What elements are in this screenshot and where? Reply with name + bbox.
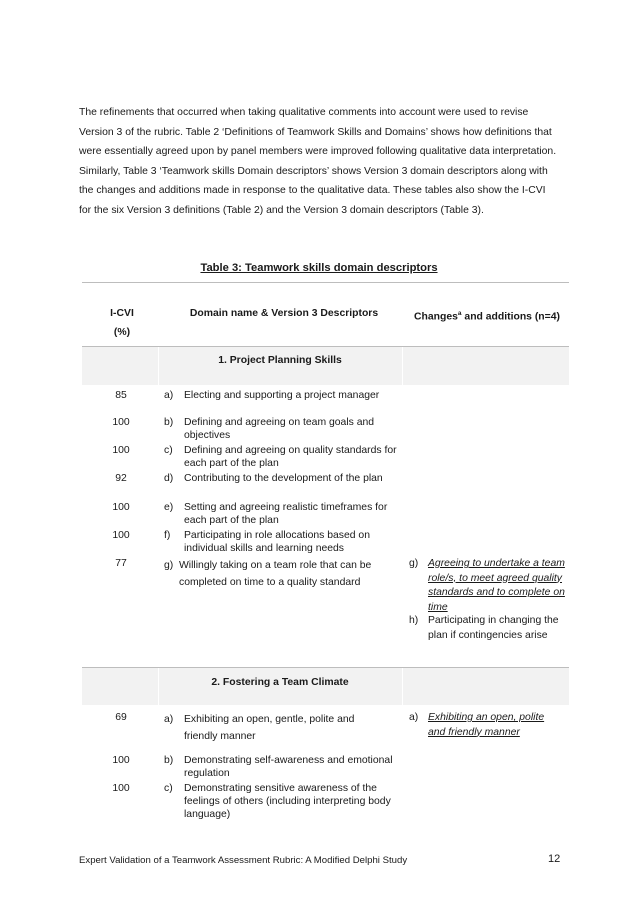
page-number: 12 <box>548 853 561 865</box>
descriptor-item: b) Demonstrating self-awareness and emotional regulation <box>164 755 393 779</box>
section-title: 2. Fostering a Team Climate <box>211 677 349 688</box>
change-item: a) Exhibiting an open, polite and friendly manner <box>409 712 545 738</box>
icvi-value: 100 <box>112 417 130 428</box>
table-caption: Table 3: Teamwork skills domain descriptors <box>200 262 438 274</box>
icvi-value: 100 <box>112 755 130 766</box>
icvi-value: 85 <box>115 390 127 401</box>
descriptor-item: c) Defining and agreeing on quality standards for each part of the plan <box>164 445 397 469</box>
change-item: g) Agreeing to undertake a team role/s, to meet agreed quality standards and to complete on time <box>409 558 565 613</box>
section-band <box>82 347 569 385</box>
icvi-value: 100 <box>112 530 130 541</box>
icvi-value: 69 <box>115 712 127 723</box>
change-item: h) Participating in changing the plan if contingencies arise <box>409 615 559 641</box>
icvi-value: 100 <box>112 445 130 456</box>
header-changes: Changes$^a$ and additions (n=4) <box>414 310 560 323</box>
icvi-value: 77 <box>115 558 127 569</box>
intro-paragraph: The refinements that occurred when taking qualitative comments into account were used to revise Version 3 of the rubric. Table 2 ‘Definitions of Teamwork Skills and Domains’ shows how definitions that were essentially agreed upon by panel members were improved following qualitative data interpretation. Similarly, Table 3 ‘Teamwork skills Domain descriptors’ shows Version 3 domain descriptors along with the changes and additions made in response to the qualitative data. These tables also show the I-CVI for the six Version 3 definitions (Table 2) and the Version 3 domain descriptors (Table 3). <box>79 107 557 216</box>
descriptor-item: f) Participating in role allocations based on individual skills and learning needs <box>164 530 370 554</box>
header-icvi: I-CVI (%) <box>110 308 134 338</box>
descriptor-item: d) Contributing to the development of the plan <box>164 473 383 484</box>
header-domain: Domain name & Version 3 Descriptors <box>189 308 379 319</box>
section-title: 1. Project Planning Skills <box>218 355 342 366</box>
descriptor-item: a) Exhibiting an open, gentle, polite and friendly manner <box>164 714 355 742</box>
descriptor-item: c) Demonstrating sensitive awareness of the feelings of others (including interpreting body language) <box>164 783 391 820</box>
icvi-value: 92 <box>115 473 127 484</box>
table-top-rule <box>82 282 569 283</box>
descriptor-item: e) Setting and agreeing realistic timeframes for each part of the plan <box>164 502 388 526</box>
descriptor-item: a) Electing and supporting a project manager <box>164 390 380 401</box>
icvi-value: 100 <box>112 502 130 513</box>
icvi-value: 100 <box>112 783 130 794</box>
descriptor-item: b) Defining and agreeing on team goals and objectives <box>164 417 375 441</box>
page-footer-title: Expert Validation of a Teamwork Assessment Rubric: A Modified Delphi Study <box>79 855 408 866</box>
descriptor-item: g) Willingly taking on a team role that can be completed on time to a quality standard <box>164 560 372 588</box>
